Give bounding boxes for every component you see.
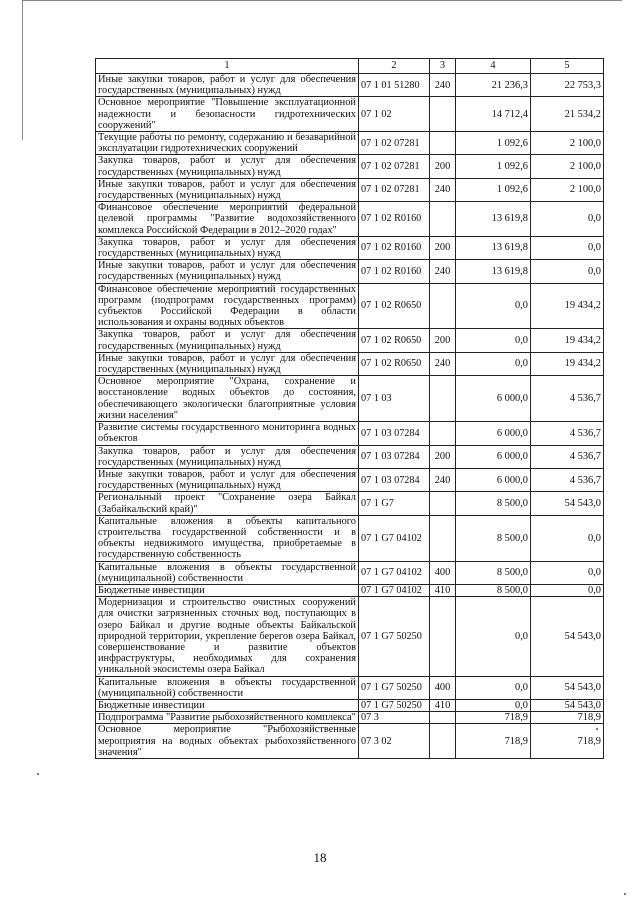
amount-year-2-cell: 54 543,0 [531,699,604,711]
target-code-cell: 07 1 02 R0650 [359,329,430,352]
table-row [96,155,604,178]
expense-type-cell [430,597,456,676]
column-header: 1 [96,59,359,74]
amount-year-2-cell: 0,0 [531,515,604,561]
row-name-cell: Закупка товаров, работ и услуг для обеспечения государственных (муниципальных) нужд [96,236,359,259]
amount-year-1-cell: 13 619,8 [456,202,531,237]
scan-edge-line [22,0,23,140]
table-row [96,676,604,699]
amount-year-2-cell: 718,9 [531,724,604,759]
expense-type-cell: 200 [430,155,456,178]
amount-year-2-cell: 2 100,0 [531,132,604,155]
table-body [96,74,604,759]
expense-type-cell [430,492,456,515]
target-code-cell: 07 1 03 07284 [359,468,430,491]
table-row [96,260,604,283]
row-name-cell: Финансовое обеспечение мероприятий федеральной целевой программы "Развитие водохозяйственного комплекса Российской Федерации в 2012–2020 годах" [96,202,359,237]
target-code-cell: 07 1 G7 04102 [359,584,430,596]
amount-year-1-cell: 718,9 [456,724,531,759]
amount-year-2-cell: 2 100,0 [531,178,604,201]
row-name-cell: Иные закупки товаров, работ и услуг для обеспечения государственных (муниципальных) нужд [96,468,359,491]
amount-year-2-cell: 19 434,2 [531,352,604,375]
table-row [96,597,604,676]
table-row [96,376,604,422]
table-row [96,422,604,445]
amount-year-2-cell: 2 100,0 [531,155,604,178]
row-name-cell: Региональный проект "Сохранение озера Байкал (Забайкальский край)" [96,492,359,515]
target-code-cell: 07 1 G7 04102 [359,561,430,584]
row-name-cell: Финансовое обеспечение мероприятий государственных программ (подпрограмм государственных программ) субъектов Российской Федерации в области использования и охраны водных объектов [96,283,359,329]
row-name-cell: Иные закупки товаров, работ и услуг для обеспечения государственных (муниципальных) нужд [96,178,359,201]
amount-year-1-cell: 8 500,0 [456,492,531,515]
table-row [96,468,604,491]
table-row [96,492,604,515]
target-code-cell: 07 1 02 07281 [359,178,430,201]
amount-year-1-cell: 718,9 [456,712,531,724]
amount-year-1-cell: 6 000,0 [456,468,531,491]
row-name-cell: Основное мероприятие "Охрана, сохранение и восстановление водных объектов до состояния, обеспечивающего экологически благоприятные условия жизни населения" [96,376,359,422]
expense-type-cell [430,376,456,422]
amount-year-1-cell: 8 500,0 [456,561,531,584]
expense-type-cell: 240 [430,352,456,375]
table-row [96,202,604,237]
target-code-cell: 07 1 G7 50250 [359,597,430,676]
target-code-cell: 07 1 01 51280 [359,74,430,97]
row-name-cell: Капитальные вложения в объекты государственной (муниципальной) собственности [96,561,359,584]
amount-year-1-cell: 0,0 [456,329,531,352]
amount-year-2-cell: 22 753,3 [531,74,604,97]
row-name-cell: Иные закупки товаров, работ и услуг для обеспечения государственных (муниципальных) нужд [96,352,359,375]
target-code-cell: 07 1 02 07281 [359,155,430,178]
row-name-cell: Иные закупки товаров, работ и услуг для обеспечения государственных (муниципальных) нужд [96,74,359,97]
table-row [96,329,604,352]
table-row [96,561,604,584]
amount-year-1-cell: 1 092,6 [456,155,531,178]
target-code-cell: 07 1 02 R0650 [359,352,430,375]
target-code-cell: 07 3 02 [359,724,430,759]
target-code-cell: 07 1 02 R0160 [359,260,430,283]
target-code-cell: 07 1 03 [359,376,430,422]
amount-year-2-cell: 0,0 [531,561,604,584]
amount-year-2-cell: 4 536,7 [531,468,604,491]
row-name-cell: Основное мероприятие "Рыбохозяйственные мероприятия на водных объектах рыбохозяйственного значения" [96,724,359,759]
amount-year-2-cell: 0,0 [531,202,604,237]
table-row [96,352,604,375]
amount-year-2-cell: 4 536,7 [531,422,604,445]
row-name-cell: Капитальные вложения в объекты государственной (муниципальной) собственности [96,676,359,699]
amount-year-2-cell: 21 534,2 [531,97,604,132]
expense-type-cell [430,283,456,329]
table-row [96,97,604,132]
table-row [96,724,604,759]
table-row [96,74,604,97]
column-header: 3 [430,59,456,74]
row-name-cell: Развитие системы государственного мониторинга водных объектов [96,422,359,445]
amount-year-2-cell: 19 434,2 [531,329,604,352]
target-code-cell: 07 1 02 R0650 [359,283,430,329]
target-code-cell: 07 1 03 07284 [359,445,430,468]
target-code-cell: 07 1 G7 04102 [359,515,430,561]
target-code-cell: 07 1 G7 50250 [359,699,430,711]
table-row [96,712,604,724]
amount-year-2-cell: 718,9 [531,712,604,724]
row-name-cell: Закупка товаров, работ и услуг для обеспечения государственных (муниципальных) нужд [96,445,359,468]
row-name-cell: Основное мероприятие "Повышение эксплуатационной надежности и безопасности гидротехнических сооружений" [96,97,359,132]
column-header: 5 [531,59,604,74]
expense-type-cell [430,97,456,132]
target-code-cell: 07 1 02 R0160 [359,202,430,237]
amount-year-2-cell: 0,0 [531,584,604,596]
amount-year-1-cell: 0,0 [456,676,531,699]
target-code-cell: 07 1 G7 [359,492,430,515]
row-name-cell: Капитальные вложения в объекты капитального строительства государственной собственности и в объекты недвижимого имущества, приобретаемые в государственную собственность [96,515,359,561]
budget-table [95,58,604,759]
expense-type-cell: 240 [430,468,456,491]
expense-type-cell [430,422,456,445]
expense-type-cell: 200 [430,236,456,259]
amount-year-1-cell: 6 000,0 [456,376,531,422]
amount-year-2-cell: 54 543,0 [531,492,604,515]
amount-year-2-cell: 4 536,7 [531,376,604,422]
expense-type-cell: 400 [430,561,456,584]
expense-type-cell [430,515,456,561]
expense-type-cell [430,132,456,155]
amount-year-1-cell: 8 500,0 [456,515,531,561]
amount-year-2-cell: 0,0 [531,260,604,283]
table-row [96,236,604,259]
row-name-cell: Текущие работы по ремонту, содержанию и безаварийной эксплуатации гидротехнических сооружений [96,132,359,155]
target-code-cell: 07 1 03 07284 [359,422,430,445]
amount-year-1-cell: 0,0 [456,352,531,375]
amount-year-1-cell: 1 092,6 [456,132,531,155]
column-header: 2 [359,59,430,74]
table-row [96,699,604,711]
expense-type-cell: 240 [430,260,456,283]
target-code-cell: 07 1 02 07281 [359,132,430,155]
amount-year-1-cell: 21 236,3 [456,74,531,97]
amount-year-1-cell: 13 619,8 [456,260,531,283]
scan-edge-line [22,0,622,1]
table-row [96,132,604,155]
expense-type-cell [430,202,456,237]
row-name-cell: Закупка товаров, работ и услуг для обеспечения государственных (муниципальных) нужд [96,155,359,178]
expense-type-cell: 200 [430,445,456,468]
target-code-cell: 07 1 02 R0160 [359,236,430,259]
amount-year-2-cell: 4 536,7 [531,445,604,468]
amount-year-1-cell: 0,0 [456,283,531,329]
amount-year-1-cell: 6 000,0 [456,422,531,445]
row-name-cell: Иные закупки товаров, работ и услуг для обеспечения государственных (муниципальных) нужд [96,260,359,283]
scan-speck [37,773,39,775]
expense-type-cell: 240 [430,178,456,201]
expense-type-cell: 400 [430,676,456,699]
amount-year-1-cell: 0,0 [456,597,531,676]
table-row [96,445,604,468]
expense-type-cell: 410 [430,699,456,711]
amount-year-2-cell: 54 543,0 [531,676,604,699]
column-header: 4 [456,59,531,74]
amount-year-1-cell: 1 092,6 [456,178,531,201]
amount-year-2-cell: 54 543,0 [531,597,604,676]
table-row [96,584,604,596]
table-row [96,283,604,329]
amount-year-2-cell: 0,0 [531,236,604,259]
expense-type-cell [430,724,456,759]
row-name-cell: Закупка товаров, работ и услуг для обеспечения государственных (муниципальных) нужд [96,329,359,352]
table-row [96,178,604,201]
expense-type-cell: 410 [430,584,456,596]
expense-type-cell [430,712,456,724]
row-name-cell: Модернизация и строительство очистных сооружений для очистки загрязненных сточных вод, поступающих в озеро Байкал и другие водные объекты Байкальской природной территории, укрепление берегов озера Байкал, совершенствование и развитие объектов инфраструктуры, необходимых для сохранения уникальной экосистемы озера Байкал [96,597,359,676]
table-row [96,515,604,561]
target-code-cell: 07 1 G7 50250 [359,676,430,699]
row-name-cell: Бюджетные инвестиции [96,584,359,596]
expense-type-cell: 200 [430,329,456,352]
amount-year-1-cell: 0,0 [456,699,531,711]
row-name-cell: Бюджетные инвестиции [96,699,359,711]
expense-type-cell: 240 [430,74,456,97]
target-code-cell: 07 3 [359,712,430,724]
amount-year-1-cell: 8 500,0 [456,584,531,596]
amount-year-1-cell: 13 619,8 [456,236,531,259]
target-code-cell: 07 1 02 [359,97,430,132]
table-header-row [96,59,604,74]
amount-year-1-cell: 6 000,0 [456,445,531,468]
row-name-cell: Подпрограмма "Развитие рыбохозяйственного комплекса" [96,712,359,724]
amount-year-1-cell: 14 712,4 [456,97,531,132]
amount-year-2-cell: 19 434,2 [531,283,604,329]
scan-speck [624,893,626,895]
page-number: 18 [313,850,327,865]
